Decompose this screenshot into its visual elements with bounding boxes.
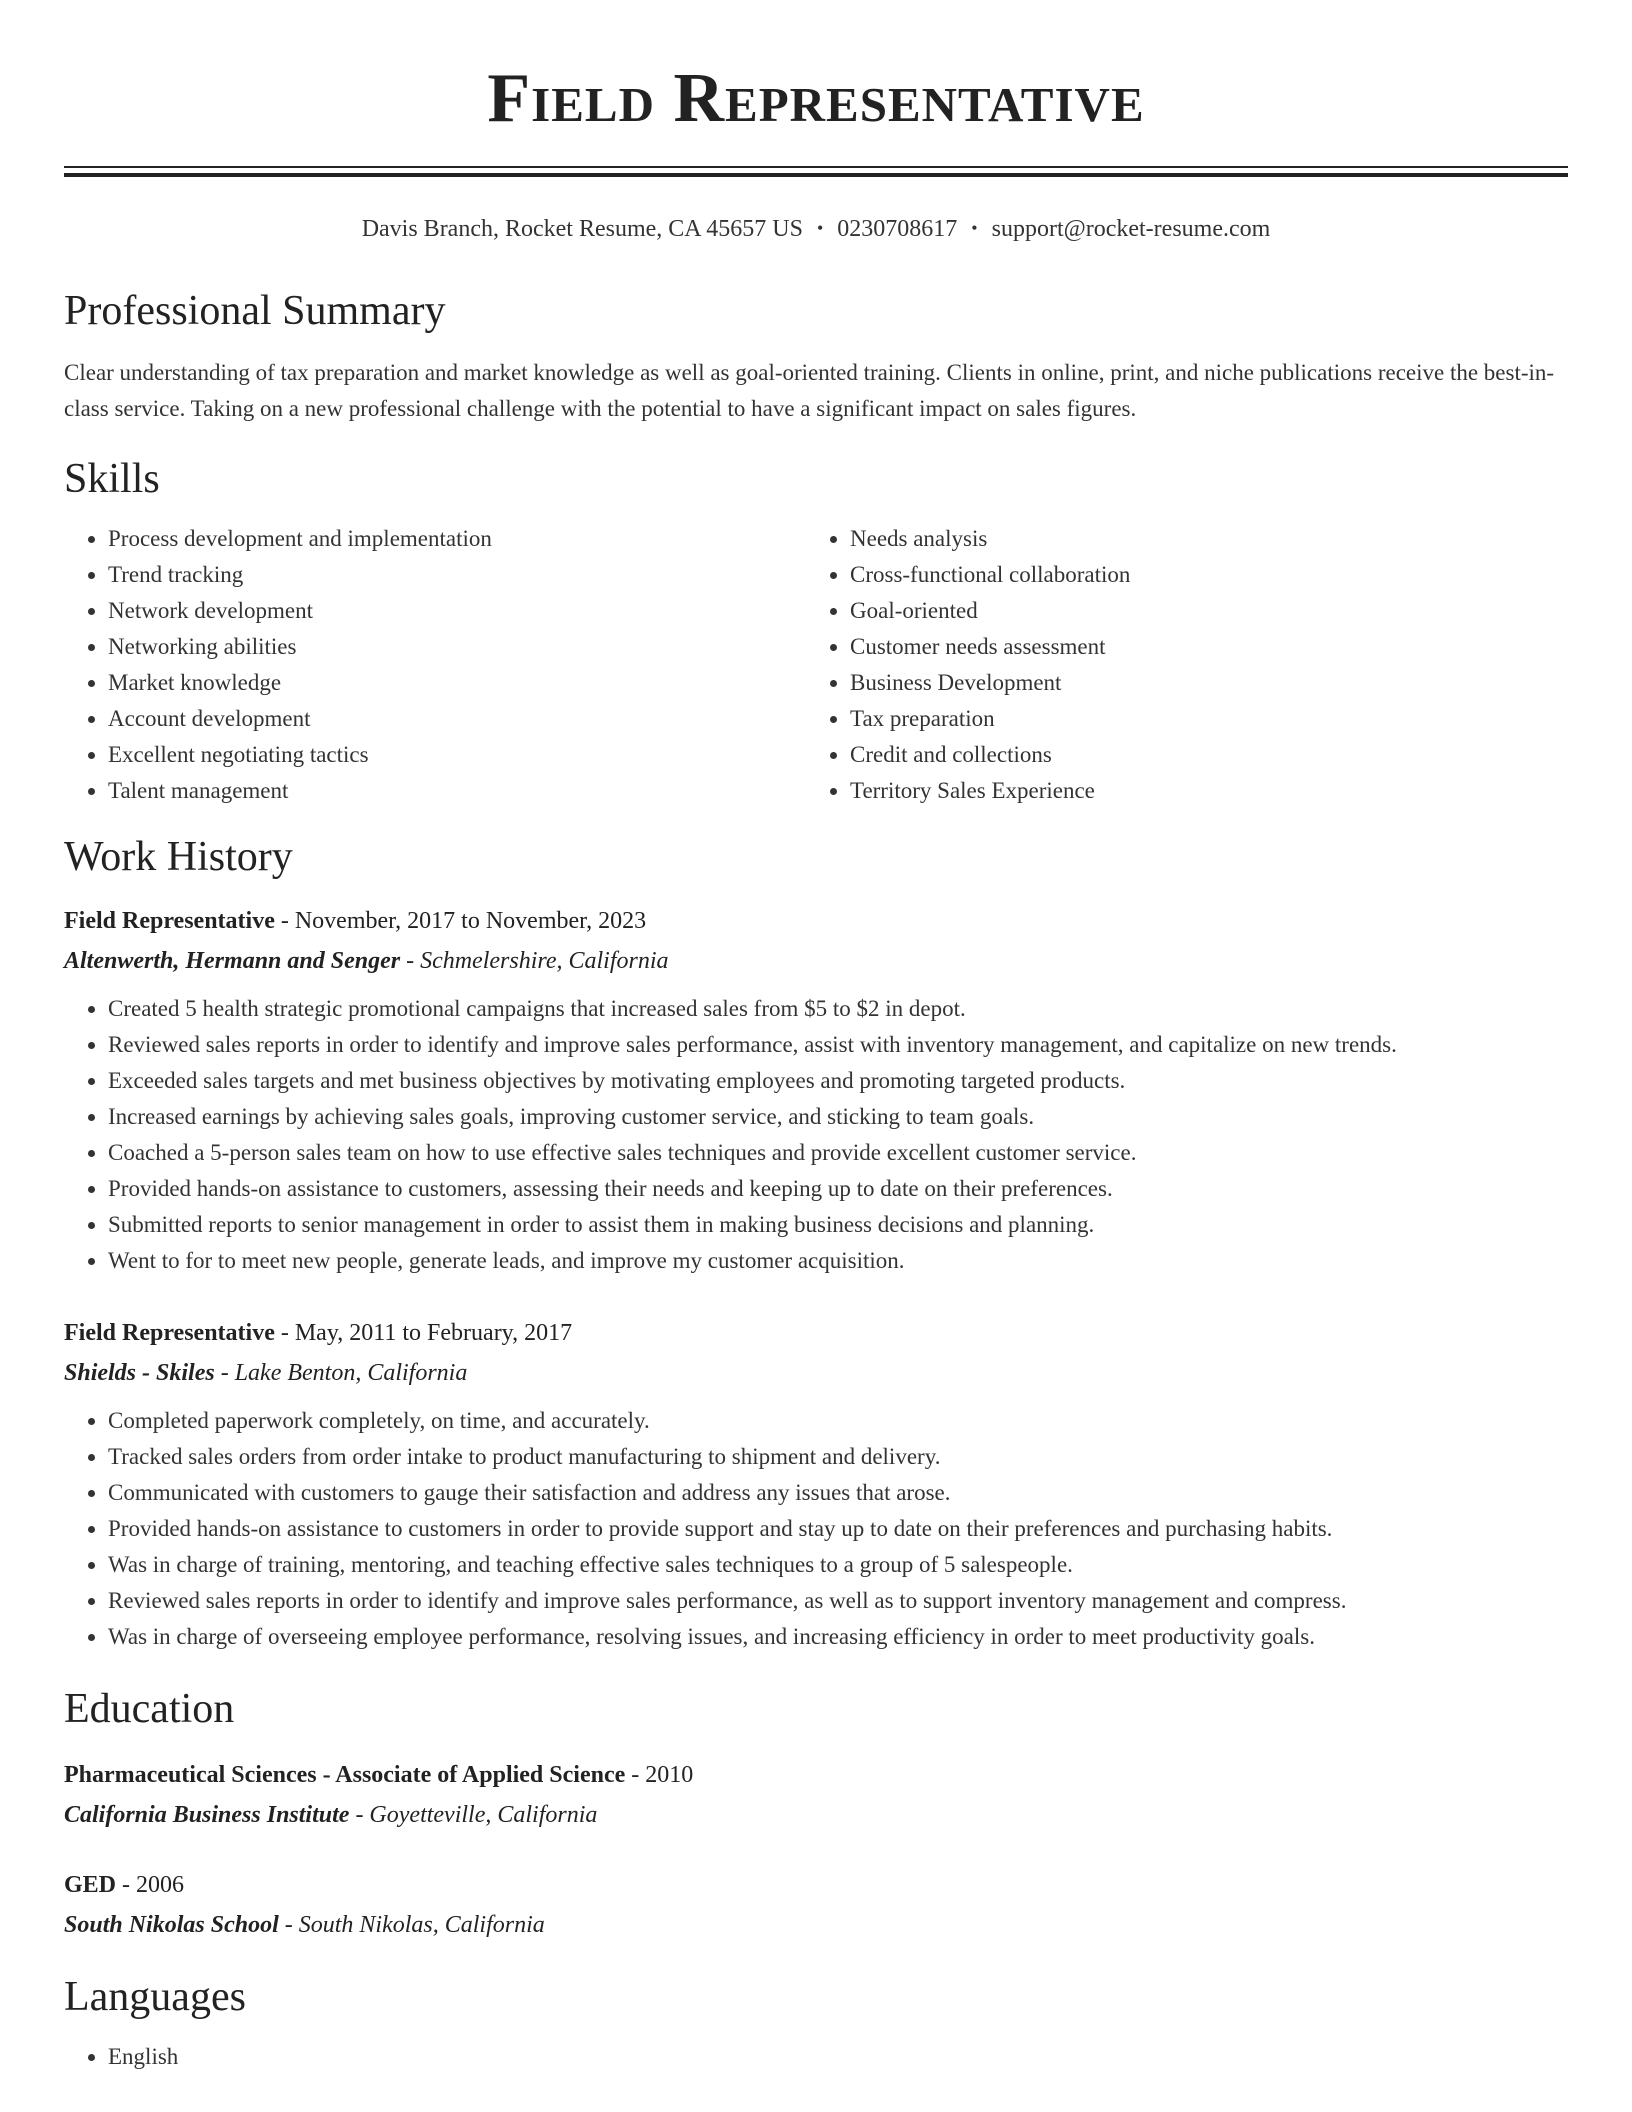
contact-address: Davis Branch, Rocket Resume, CA 45657 US (361, 216, 803, 242)
job-bullet: • Reviewed sales reports in order to identify and improve sales performance, assist with inventory management, and capitalize on new trends. (108, 1027, 1568, 1063)
skill-item: • Goal-oriented (850, 593, 1548, 629)
language-item: • English (108, 2039, 1568, 2075)
contact-separator: • (816, 218, 824, 238)
skills-columns (64, 521, 1568, 809)
skill-item: • Cross-functional collaboration (850, 557, 1548, 593)
job-company: Shields - Skiles (64, 1360, 215, 1386)
job-bullet: • Provided hands-on assistance to customers, assessing their needs and keeping up to date on their preferences. (108, 1171, 1568, 1207)
skill-item: • Needs analysis (850, 521, 1548, 557)
job-bullet: • Communicated with customers to gauge their satisfaction and address any issues that arose. (108, 1475, 1568, 1511)
education-year: - 2010 (625, 1762, 694, 1788)
skill-item: • Account development (108, 701, 806, 737)
job-dates: - November, 2017 to November, 2023 (274, 908, 647, 934)
contact-email: support@rocket-resume.com (991, 216, 1271, 242)
job-bullet: • Exceeded sales targets and met business objectives by motivating employees and promoting targeted products. (108, 1063, 1568, 1099)
education-entry (64, 1755, 1568, 1835)
education-year: - 2006 (116, 1872, 185, 1898)
job-company-line (64, 941, 1568, 981)
job-bullet: • Provided hands-on assistance to customers in order to provide support and stay up to date on their preferences and purchasing habits. (108, 1511, 1568, 1547)
education-school: South Nikolas School (64, 1912, 279, 1938)
skill-item: • Talent management (108, 773, 806, 809)
languages-heading: Languages (64, 1974, 246, 2020)
job-dates: - May, 2011 to February, 2017 (274, 1320, 573, 1346)
job-location: - Lake Benton, California (214, 1360, 468, 1386)
skill-item: • Network development (108, 593, 806, 629)
summary-text: Clear understanding of tax preparation and market knowledge as well as goal-oriented training. Clients in online, print, and niche publications receive the best-in-class service. Taking on a new professional challenge with the potential to have a significant impact on sales figures. (64, 360, 1555, 421)
job-bullet: • Increased earnings by achieving sales goals, improving customer service, and sticking to team goals. (108, 1099, 1568, 1135)
job-bullet: • Went to for to meet new people, generate leads, and improve my customer acquisition. (108, 1243, 1568, 1279)
job-role-line (64, 901, 1568, 941)
skill-item: • Customer needs assessment (850, 629, 1548, 665)
job-bullet: • Completed paperwork completely, on time, and accurately. (108, 1403, 1568, 1439)
skill-item: • Process development and implementation (108, 521, 806, 557)
education-location: - South Nikolas, California (278, 1912, 545, 1938)
job-bullet: • Was in charge of training, mentoring, and teaching effective sales techniques to a group of 5 salespeople. (108, 1547, 1568, 1583)
skills-heading: Skills (64, 456, 160, 502)
education-heading: Education (64, 1686, 235, 1732)
skills-list-left (64, 521, 806, 809)
job-company-line (64, 1353, 1568, 1393)
education-entry (64, 1865, 1568, 1945)
education-degree: GED (64, 1872, 117, 1898)
skill-item: • Trend tracking (108, 557, 806, 593)
education-location: - Goyetteville, California (349, 1802, 598, 1828)
job-bullet: • Submitted reports to senior management in order to assist them in making business decisions and planning. (108, 1207, 1568, 1243)
skill-item: • Tax preparation (850, 701, 1548, 737)
job-title: Field Representative (64, 1320, 275, 1346)
job-bullets (64, 1403, 1568, 1655)
job-entry (64, 901, 1568, 1279)
education-school-line (64, 1795, 1568, 1835)
resume-title: Field Representative (487, 60, 1145, 137)
education-school-line (64, 1905, 1568, 1945)
job-entry (64, 1313, 1568, 1655)
contact-phone: 0230708617 (837, 216, 958, 242)
education-school: California Business Institute (64, 1802, 350, 1828)
summary-heading: Professional Summary (64, 288, 446, 334)
job-bullet: • Created 5 health strategic promotional campaigns that increased sales from $5 to $2 in depot. (108, 991, 1568, 1027)
education-degree-line (64, 1865, 1568, 1905)
languages-list (64, 2039, 1568, 2075)
job-bullets (64, 991, 1568, 1279)
job-title: Field Representative (64, 908, 275, 934)
job-bullet: • Coached a 5-person sales team on how to use effective sales techniques and provide excellent customer service. (108, 1135, 1568, 1171)
education-degree-line (64, 1755, 1568, 1795)
title-rule-thick (64, 173, 1568, 177)
title-rule-thin (64, 166, 1568, 168)
skill-item: • Networking abilities (108, 629, 806, 665)
skill-item: • Credit and collections (850, 737, 1548, 773)
job-location: - Schmelershire, California (400, 948, 669, 974)
work-history-heading: Work History (64, 834, 293, 880)
education-degree: Pharmaceutical Sciences - Associate of Applied Science (64, 1762, 626, 1788)
contact-separator: • (971, 218, 978, 238)
skill-item: • Business Development (850, 665, 1548, 701)
skill-item: • Market knowledge (108, 665, 806, 701)
skill-item: • Excellent negotiating tactics (108, 737, 806, 773)
contact-line (64, 211, 1568, 245)
resume-page (64, 0, 1568, 2075)
job-bullet: • Reviewed sales reports in order to identify and improve sales performance, as well as to support inventory management and compress. (108, 1583, 1568, 1619)
job-bullet: • Tracked sales orders from order intake to product manufacturing to shipment and delivery. (108, 1439, 1568, 1475)
skills-list-right (806, 521, 1548, 809)
job-company: Altenwerth, Hermann and Senger (64, 948, 401, 974)
job-role-line (64, 1313, 1568, 1353)
job-bullet: • Was in charge of overseeing employee performance, resolving issues, and increasing efficiency in order to meet productivity goals. (108, 1619, 1568, 1655)
skill-item: • Territory Sales Experience (850, 773, 1548, 809)
